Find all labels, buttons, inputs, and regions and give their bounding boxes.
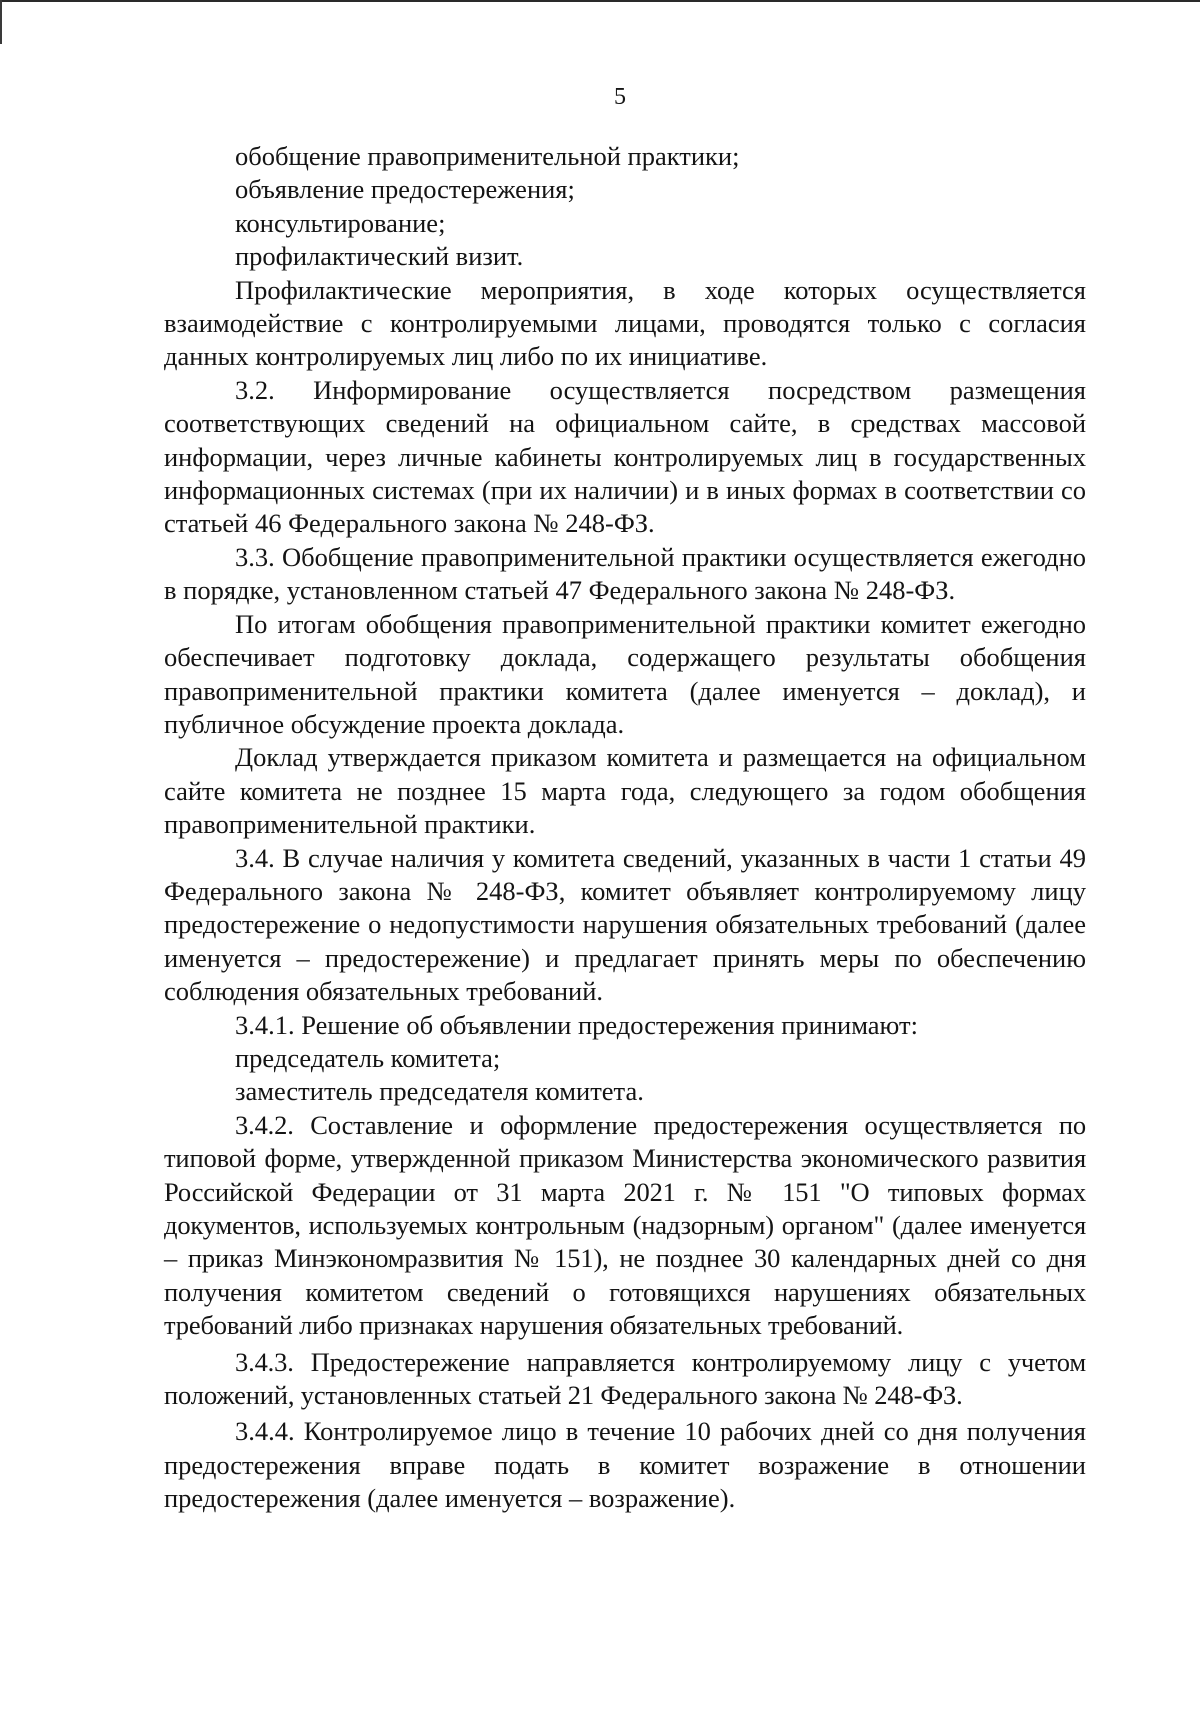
- list-item-warning: объявление предостережения;: [235, 174, 575, 205]
- paragraph-report: По итогам обобщения правоприменительной практики комитет ежегодно обеспечивает подготовку доклада, содержащего результаты обобщения правоприменительной практики комитета (далее именуется – доклад), и публичное обсуждение проекта доклада.: [164, 608, 1086, 739]
- list-item-deputy-chairman: заместитель председателя комитета.: [235, 1076, 644, 1107]
- paragraph-3-4: 3.4. В случае наличия у комитета сведений, указанных в части 1 статьи 49 Федерального закона № 248-ФЗ, комитет объявляет контролируемому лицу предостережение о недопустимости нарушения обязательных требований (далее именуется – предостережение) и предлагает принять меры по обеспечению соблюдения обязательных требований.: [164, 842, 1086, 1007]
- paragraph-3-4-4: 3.4.4. Контролируемое лицо в течение 10 рабочих дней со дня получения предостережения вправе подать в комитет возражение в отношении предостережения (далее именуется – возражение).: [164, 1416, 1086, 1514]
- paragraph-3-4-1: 3.4.1. Решение об объявлении предостережения принимают:: [235, 1009, 918, 1040]
- paragraph-3-4-3: 3.4.3. Предостережение направляется контролируемому лицу с учетом положений, установленных статьей 21 Федерального закона № 248-ФЗ.: [164, 1346, 1086, 1411]
- paragraph-report-approval: Доклад утверждается приказом комитета и размещается на официальном сайте комитета не позднее 15 марта года, следующего за годом обобщения правоприменительной практики.: [164, 742, 1086, 840]
- list-item-consulting: консультирование;: [235, 207, 446, 238]
- scan-edge-left: [0, 0, 2, 44]
- list-item-chairman: председатель комитета;: [235, 1042, 501, 1073]
- scan-edge-top: [0, 0, 1200, 2]
- list-item-preventive-visit: профилактический визит.: [235, 241, 524, 272]
- page-number: 5: [614, 84, 626, 110]
- list-item-generalization: обобщение правоприменительной практики;: [235, 141, 740, 171]
- paragraph-3-2: 3.2. Информирование осуществляется посредством размещения соответствующих сведений на официальном сайте, в средствах массовой информации, через личные кабинеты контролируемых лиц в государственных информационных системах (при их наличии) и в иных формах в соответствии со статьей 46 Федерального закона № 248-ФЗ.: [164, 374, 1086, 539]
- document-body: [164, 140, 1086, 1516]
- paragraph-3-4-2: 3.4.2. Составление и оформление предостережения осуществляется по типовой форме, утвержденной приказом Министерства экономического развития Российской Федерации от 31 марта 2021 г. № 151 "О типовых формах документов, используемых контрольным (надзорным) органом" (далее именуется – приказ Минэкономразвития № 151), не позднее 30 календарных дней со дня получения комитетом сведений о готовящихся нарушениях обязательных требований либо признаках нарушения обязательных требований.: [164, 1109, 1086, 1341]
- paragraph-3-3: 3.3. Обобщение правоприменительной практики осуществляется ежегодно в порядке, установленном статьей 47 Федерального закона № 248-ФЗ.: [164, 541, 1086, 606]
- paragraph-preventive-measures: Профилактические мероприятия, в ходе которых осуществляется взаимодействие с контролируемыми лицами, проводятся только с согласия данных контролируемых лиц либо по их инициативе.: [164, 274, 1086, 372]
